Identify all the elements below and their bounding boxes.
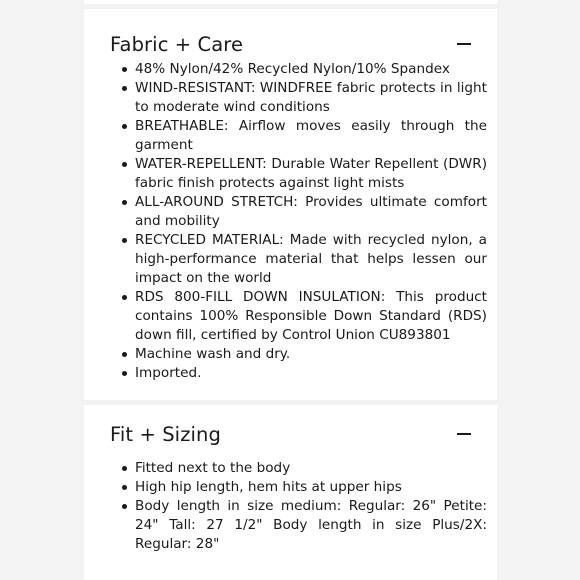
fabric-care-header[interactable] — [110, 29, 473, 59]
fit-sizing-section — [84, 405, 497, 580]
minus-icon — [457, 37, 471, 51]
fabric-care-collapse-button[interactable] — [455, 35, 473, 53]
fit-sizing-header[interactable] — [110, 419, 473, 449]
list-item: Machine wash and dry. — [135, 345, 487, 364]
list-item: ALL-AROUND STRETCH: Provides ultimate comfort and mobility — [135, 194, 487, 229]
list-item: WIND-RESISTANT: WINDFREE fabric protects in light to moderate wind conditions — [135, 80, 487, 115]
minus-icon — [457, 427, 471, 441]
list-item: 48% Nylon/42% Recycled Nylon/10% Spandex — [135, 60, 487, 79]
list-item: RDS 800-FILL DOWN INSULATION: This product contains 100% Responsible Down Standard (RDS) down fill, certified by Control Union CU893801 — [135, 289, 487, 343]
list-item: BREATHABLE: Airflow moves easily through the garment — [135, 118, 487, 153]
fit-sizing-list — [120, 459, 487, 554]
list-item: Body length in size medium: Regular: 26" Petite: 24" Tall: 27 1/2" Body length in size Plus/2X: Regular: 28" — [135, 498, 487, 552]
previous-section-panel — [84, 0, 497, 4]
fit-sizing-collapse-button[interactable] — [455, 425, 473, 443]
list-item: High hip length, hem hits at upper hips — [135, 478, 487, 497]
fit-sizing-title: Fit + Sizing — [110, 422, 221, 446]
list-item: WATER-REPELLENT: Durable Water Repellent (DWR) fabric finish protects against light mists — [135, 156, 487, 191]
list-item: Fitted next to the body — [135, 459, 487, 478]
fabric-care-list — [120, 60, 487, 383]
list-item: Imported. — [135, 364, 487, 383]
fabric-care-title: Fabric + Care — [110, 32, 244, 56]
fabric-care-section — [84, 9, 497, 400]
list-item: RECYCLED MATERIAL: Made with recycled nylon, a high-performance material that helps lessen our impact on the world — [135, 232, 487, 286]
